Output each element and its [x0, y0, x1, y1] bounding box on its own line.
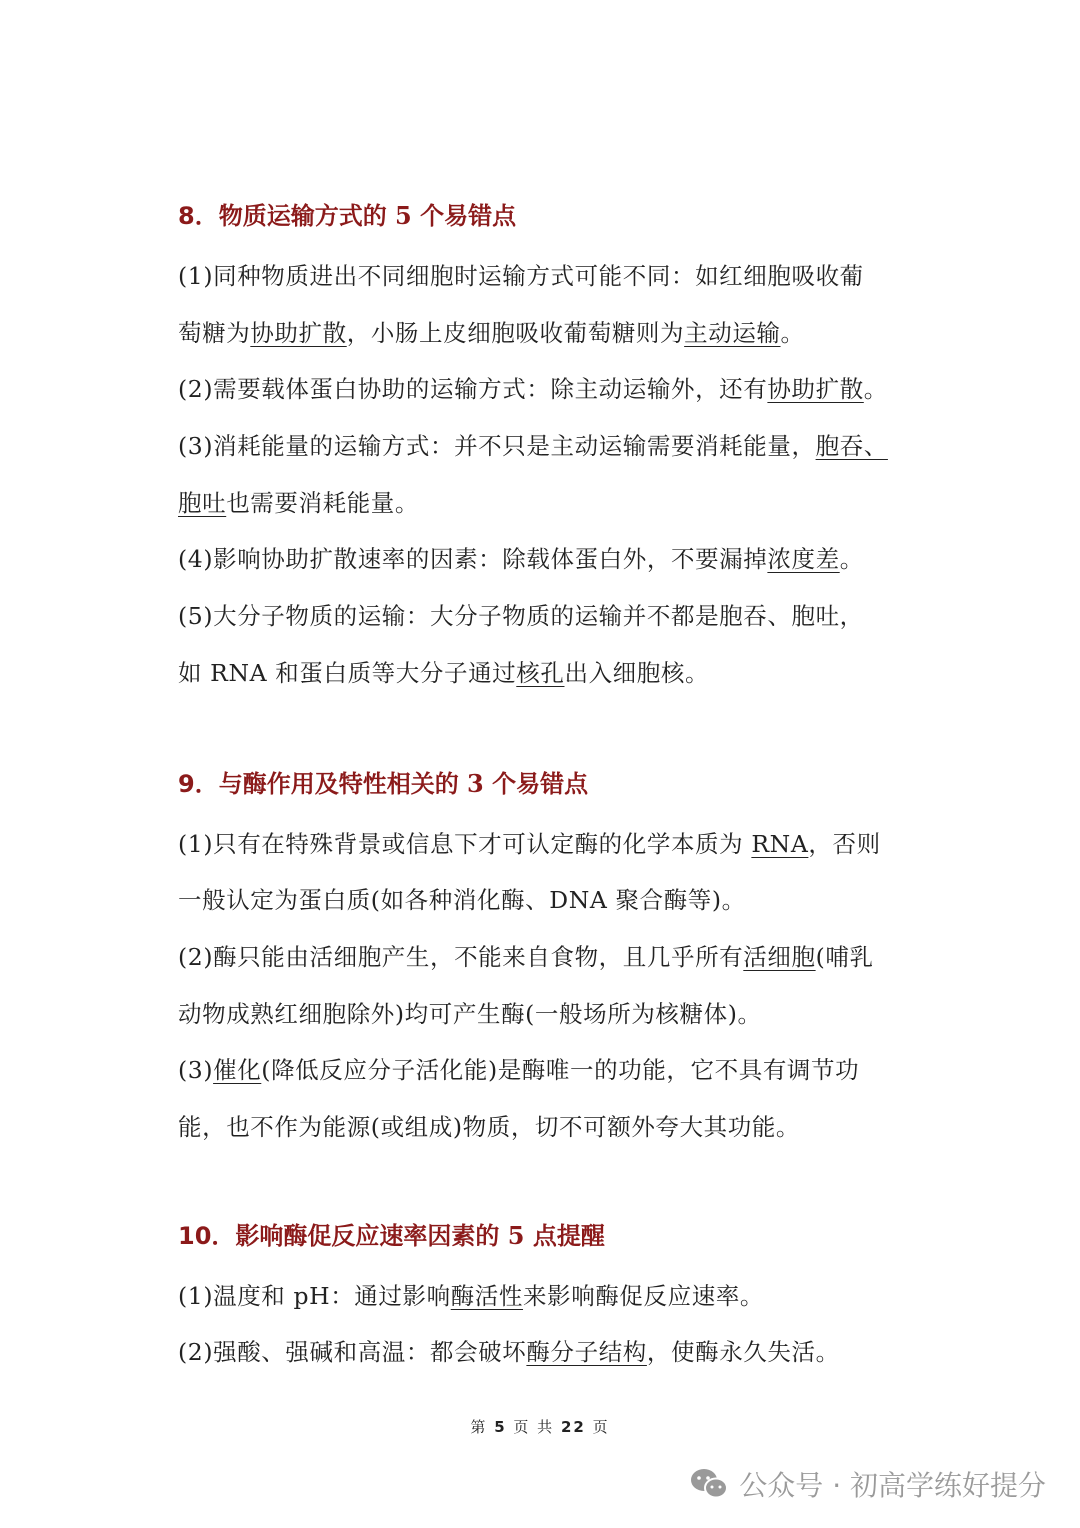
underlined-term: 协助扩散 [250, 318, 347, 347]
text-segment: 也需要消耗能量。 [226, 488, 420, 517]
text-segment: 萄糖为 [178, 318, 251, 347]
watermark-text: 公众号 · 初高学练好提分 [739, 1469, 1046, 1502]
text-line [178, 986, 908, 1043]
underlined-term: 胞吐 [178, 488, 227, 517]
text-segment: 一般认定为蛋白质(如各种消化酶、DNA 聚合酶等)。 [178, 886, 746, 915]
section-title-text: ．与酶作用及特性相关的 3 个易错点 [194, 768, 589, 798]
text-segment: (3) [178, 1056, 214, 1085]
text-line [178, 1099, 908, 1156]
text-segment: (2)强酸、强碱和高温：都会破坏 [178, 1338, 527, 1367]
text-segment: (哺乳 [815, 942, 874, 971]
text-segment: ，小肠上皮细胞吸收葡萄糖则为 [346, 318, 685, 347]
underlined-term: 活细胞 [743, 942, 816, 971]
text-segment: 能，也不作为能源(或组成)物质，切不可额外夸大其功能。 [178, 1112, 801, 1141]
section-title [178, 1212, 908, 1268]
text-segment: (4)影响协助扩散速率的因素：除载体蛋白外，不要漏掉 [178, 545, 768, 574]
section-title [178, 192, 908, 248]
section-title [178, 760, 908, 816]
text-segment: (5)大分子物质的运输：大分子物质的运输并不都是胞吞、胞吐， [178, 602, 864, 631]
text-segment: (3)消耗能量的运输方式：并不只是主动运输需要消耗能量， [178, 432, 816, 461]
text-segment: (2)酶只能由活细胞产生，不能来自食物，且几乎所有 [178, 942, 744, 971]
section-8 [178, 192, 908, 702]
page-footer [0, 1416, 1080, 1437]
text-line [178, 645, 908, 702]
text-line [178, 418, 908, 475]
section-gap [178, 702, 908, 760]
text-segment: 如 RNA 和蛋白质等大分子通过 [178, 658, 517, 687]
text-segment: 。 [839, 545, 864, 574]
underlined-term: 酶分子结构 [526, 1338, 647, 1367]
underlined-term: RNA [751, 829, 809, 858]
underlined-term: 主动运输 [684, 318, 781, 347]
watermark [689, 1462, 1046, 1506]
underlined-term: 催化 [213, 1056, 262, 1085]
current-page-number: 5 [494, 1418, 507, 1436]
text-line [178, 872, 908, 929]
text-segment: (1)温度和 pH：通过影响 [178, 1281, 451, 1310]
text-segment: (1)同种物质进出不同细胞时运输方式可能不同：如红细胞吸收葡 [178, 262, 864, 290]
wechat-icon [689, 1467, 729, 1501]
text-line [178, 248, 908, 305]
footer-middle: 页 共 [506, 1418, 561, 1436]
text-line [178, 1324, 908, 1381]
text-segment: 。 [863, 375, 888, 404]
text-segment: (2)需要载体蛋白协助的运输方式：除主动运输外，还有 [178, 375, 768, 404]
section-10 [178, 1212, 908, 1381]
text-segment: ，使酶永久失活。 [646, 1338, 840, 1367]
underlined-term: 酶活性 [450, 1281, 524, 1310]
text-segment: 。 [780, 318, 805, 347]
text-line [178, 475, 908, 532]
document-body [178, 192, 908, 1381]
section-9 [178, 760, 908, 1156]
text-segment: ，否则 [808, 829, 881, 858]
footer-prefix: 第 [470, 1418, 495, 1436]
text-line [178, 531, 908, 588]
section-gap [178, 1156, 908, 1212]
text-line [178, 1042, 908, 1099]
text-segment: (1)只有在特殊背景或信息下才可认定酶的化学本质为 [178, 829, 752, 858]
underlined-term: 核孔 [516, 658, 565, 687]
text-line [178, 588, 908, 645]
text-segment: 出入细胞核。 [564, 658, 710, 687]
footer-suffix: 页 [585, 1418, 610, 1436]
section-title-text: ．影响酶促反应速率因素的 5 点提醒 [211, 1220, 605, 1250]
text-segment: 来影响酶促反应速率。 [523, 1281, 765, 1310]
underlined-term: 浓度差 [767, 545, 840, 574]
text-segment: 动物成熟红细胞除外)均可产生酶(一般场所为核糖体)。 [178, 999, 762, 1028]
text-line [178, 816, 908, 873]
underlined-term: 胞吞、 [815, 432, 888, 461]
text-line [178, 929, 908, 986]
section-number: 10 [178, 1221, 212, 1250]
underlined-term: 协助扩散 [767, 375, 864, 404]
section-number: 8 [178, 202, 195, 230]
total-pages-number: 22 [560, 1418, 586, 1436]
text-line [178, 361, 908, 418]
section-number: 9 [178, 769, 195, 798]
text-segment: (降低反应分子活化能)是酶唯一的功能，它不具有调节功 [261, 1056, 860, 1085]
text-line [178, 1268, 908, 1325]
text-line [178, 305, 908, 362]
section-title-text: ．物质运输方式的 5 个易错点 [194, 201, 517, 230]
